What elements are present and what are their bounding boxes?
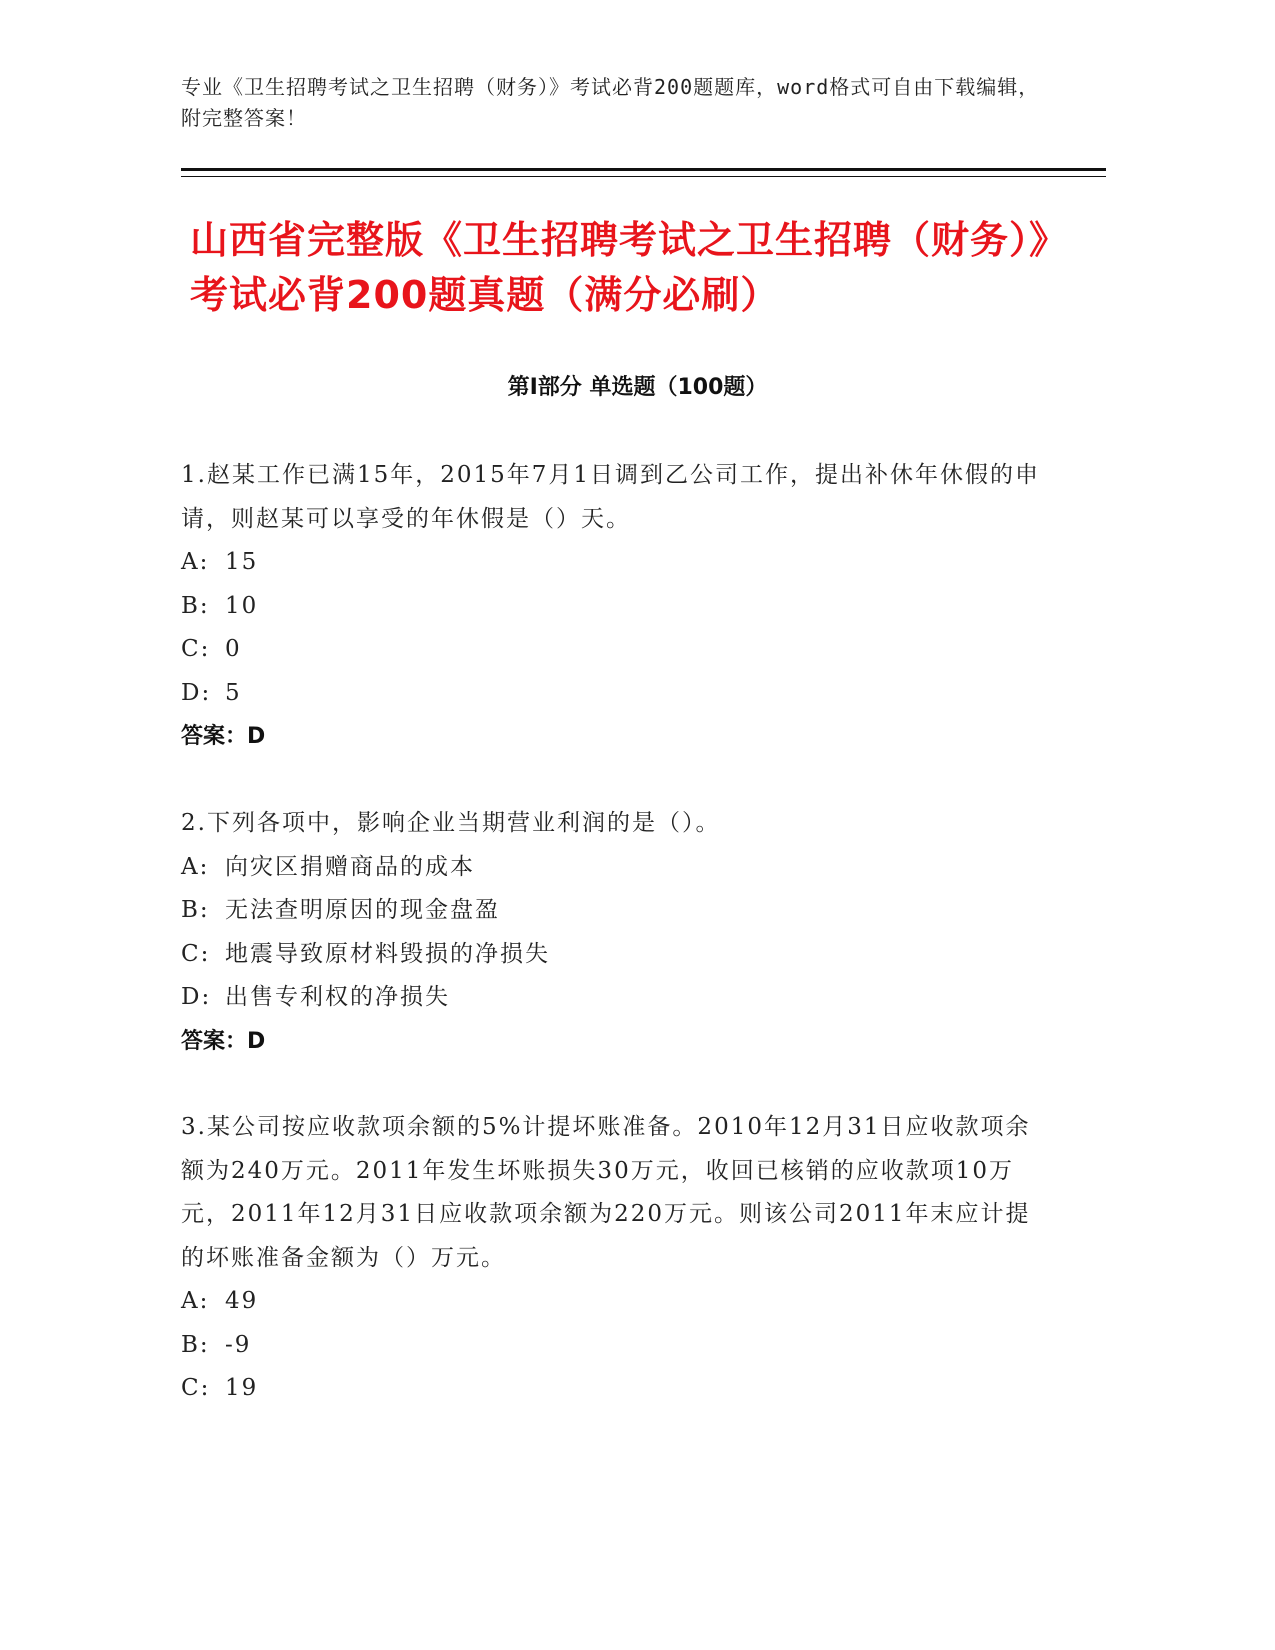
section-title: 第Ⅰ部分 单选题（100题）: [507, 375, 768, 400]
option-text: 向灾区捐赠商品的成本: [225, 853, 475, 880]
option-key: C:: [181, 1375, 211, 1401]
option-d: [181, 672, 1041, 716]
answer: 答案：D: [181, 1028, 266, 1054]
option-text: 无法查明原因的现金盘盈: [225, 897, 500, 923]
option-key: C:: [181, 636, 211, 662]
question-3: [181, 1106, 1041, 1411]
header-divider-thick: [181, 168, 1106, 171]
option-text: 出售专利权的净损失: [225, 984, 450, 1010]
option-key: B:: [181, 592, 210, 619]
option-b: [181, 1324, 1041, 1368]
option-key: D:: [181, 984, 212, 1010]
option-a: [181, 846, 1041, 890]
option-text: 0: [225, 636, 242, 662]
option-text: 5: [225, 679, 242, 706]
option-key: B:: [181, 897, 210, 923]
option-key: A:: [181, 1288, 210, 1314]
header-note: 专业《卫生招聘考试之卫生招聘（财务）》考试必背200题题库，word格式可自由下载编辑，附完整答案！: [181, 75, 1040, 130]
option-c: [181, 1367, 1041, 1411]
question-1: [181, 454, 1041, 759]
option-b: [181, 889, 1041, 933]
option-key: A:: [181, 549, 210, 575]
option-d: [181, 976, 1041, 1020]
option-key: C:: [181, 940, 211, 967]
option-text: 10: [225, 592, 259, 619]
header-divider-thin: [181, 176, 1106, 177]
answer: 答案：D: [181, 724, 266, 749]
option-text: 49: [225, 1288, 259, 1314]
document-title: 山西省完整版《卫生招聘考试之卫生招聘（财务）》考试必背200题真题（满分必刷）: [190, 218, 1069, 317]
option-c: [181, 628, 1041, 672]
question-stem: 3.某公司按应收款项余额的5%计提坏账准备。2010年12月31日应收款项余额为240万元。2011年发生坏账损失30万元，收回已核销的应收款项10万元，2011年12月31日应收款项余额为220万元。则该公司2011年末应计提的坏账准备金额为（）万元。: [181, 1114, 1031, 1271]
question-stem: 1.赵某工作已满15年，2015年7月1日调到乙公司工作，提出补休年休假的申请，则赵某可以享受的年休假是（）天。: [181, 462, 1041, 532]
option-key: D:: [181, 679, 212, 706]
option-text: 地震导致原材料毁损的净损失: [225, 940, 550, 967]
option-text: 19: [225, 1375, 259, 1401]
option-key: B:: [181, 1331, 210, 1358]
option-text: 15: [225, 549, 259, 575]
option-a: [181, 541, 1041, 585]
question-2: [181, 802, 1041, 1063]
option-a: [181, 1280, 1041, 1324]
question-stem: 2.下列各项中，影响企业当期营业利润的是（）。: [181, 810, 721, 836]
option-c: [181, 933, 1041, 977]
option-text: -9: [225, 1331, 252, 1358]
option-key: A:: [181, 853, 210, 880]
option-b: [181, 585, 1041, 629]
